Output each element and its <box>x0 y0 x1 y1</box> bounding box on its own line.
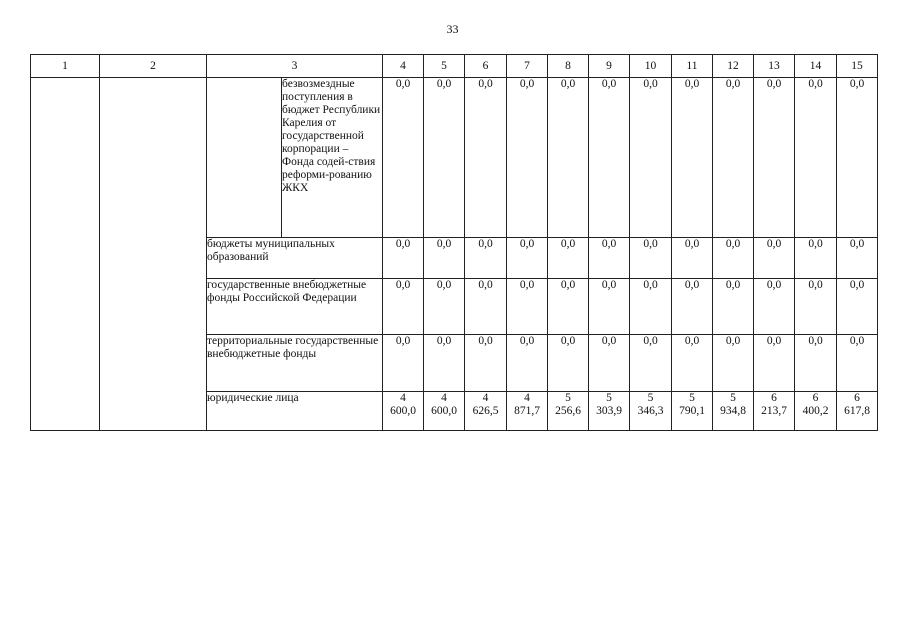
value-line: 400,2 <box>802 405 829 417</box>
value-line: 617,8 <box>844 405 870 417</box>
value-cell: 0,0 <box>713 238 754 279</box>
value-line: 256,6 <box>555 405 581 417</box>
column-2-cell <box>100 78 207 431</box>
value-cell <box>424 392 465 431</box>
column-header: 7 <box>507 55 548 78</box>
value-cell: 0,0 <box>837 279 878 335</box>
value-line: 871,7 <box>514 405 540 417</box>
value-line: 790,1 <box>679 405 705 417</box>
value-cell: 0,0 <box>465 279 507 335</box>
value-cell: 0,0 <box>383 335 424 392</box>
value-cell: 0,0 <box>713 279 754 335</box>
row-label: безвозмездные поступления в бюджет Республики Карелия от государственной корпорации – Фонда содей-ствия реформи-рованию ЖКХ <box>282 78 383 238</box>
value-cell: 0,0 <box>754 335 795 392</box>
value-line: 346,3 <box>637 405 664 417</box>
value-cell: 0,0 <box>383 279 424 335</box>
value-line: 5 <box>606 392 612 404</box>
value-cell: 0,0 <box>630 78 672 238</box>
value-cell: 0,0 <box>548 78 589 238</box>
value-cell: 0,0 <box>465 238 507 279</box>
value-cell <box>713 392 754 431</box>
table-header-row <box>31 55 878 78</box>
value-line: 6 <box>771 392 777 404</box>
column-header: 10 <box>630 55 672 78</box>
value-cell: 0,0 <box>424 279 465 335</box>
value-cell: 0,0 <box>424 238 465 279</box>
value-cell: 0,0 <box>465 335 507 392</box>
value-line: 5 <box>730 392 736 404</box>
value-cell: 0,0 <box>630 335 672 392</box>
row-label: бюджеты муниципальных образований <box>207 238 383 279</box>
value-cell: 0,0 <box>589 238 630 279</box>
column-header: 12 <box>713 55 754 78</box>
column-header: 6 <box>465 55 507 78</box>
column-header: 5 <box>424 55 465 78</box>
value-cell: 0,0 <box>465 78 507 238</box>
value-cell: 0,0 <box>424 335 465 392</box>
value-cell <box>795 392 837 431</box>
value-line: 5 <box>647 392 654 404</box>
value-line: 4 <box>400 392 406 404</box>
value-cell: 0,0 <box>548 335 589 392</box>
value-cell: 0,0 <box>548 238 589 279</box>
value-cell: 0,0 <box>713 335 754 392</box>
value-line: 6 <box>854 392 860 404</box>
value-line: 303,9 <box>596 405 622 417</box>
value-cell <box>507 392 548 431</box>
value-cell: 0,0 <box>630 279 672 335</box>
value-cell <box>837 392 878 431</box>
value-cell: 0,0 <box>589 279 630 335</box>
indent-cell <box>207 78 282 238</box>
value-cell <box>548 392 589 431</box>
value-cell: 0,0 <box>837 238 878 279</box>
value-cell: 0,0 <box>754 78 795 238</box>
value-line: 600,0 <box>390 405 416 417</box>
value-cell: 0,0 <box>507 238 548 279</box>
value-cell: 0,0 <box>837 335 878 392</box>
value-cell <box>630 392 672 431</box>
column-header: 2 <box>100 55 207 78</box>
value-line: 213,7 <box>761 405 787 417</box>
value-cell: 0,0 <box>507 335 548 392</box>
value-cell: 0,0 <box>589 78 630 238</box>
column-header: 8 <box>548 55 589 78</box>
value-cell: 0,0 <box>795 335 837 392</box>
column-header: 1 <box>31 55 100 78</box>
value-line: 626,5 <box>472 405 499 417</box>
value-cell: 0,0 <box>837 78 878 238</box>
value-cell: 0,0 <box>795 238 837 279</box>
value-cell <box>465 392 507 431</box>
value-cell <box>672 392 713 431</box>
value-cell: 0,0 <box>672 279 713 335</box>
column-header: 13 <box>754 55 795 78</box>
value-cell: 0,0 <box>424 78 465 238</box>
row-label: юридические лица <box>207 392 383 431</box>
value-line: 6 <box>812 392 819 404</box>
value-line: 5 <box>689 392 695 404</box>
page-number: 33 <box>446 22 459 36</box>
value-line: 934,8 <box>720 405 746 417</box>
column-header: 14 <box>795 55 837 78</box>
value-cell: 0,0 <box>754 238 795 279</box>
value-cell <box>589 392 630 431</box>
value-cell <box>383 392 424 431</box>
value-line: 4 <box>441 392 447 404</box>
value-cell: 0,0 <box>589 335 630 392</box>
value-line: 4 <box>524 392 530 404</box>
value-line: 600,0 <box>431 405 457 417</box>
value-cell: 0,0 <box>383 238 424 279</box>
value-cell: 0,0 <box>795 78 837 238</box>
value-cell: 0,0 <box>672 335 713 392</box>
value-cell: 0,0 <box>672 78 713 238</box>
column-header: 11 <box>672 55 713 78</box>
column-header: 3 <box>207 55 383 78</box>
budget-table <box>30 54 878 431</box>
value-cell: 0,0 <box>630 238 672 279</box>
value-line: 4 <box>482 392 489 404</box>
value-cell: 0,0 <box>795 279 837 335</box>
value-cell: 0,0 <box>507 78 548 238</box>
value-cell: 0,0 <box>754 279 795 335</box>
column-1-cell <box>31 78 100 431</box>
value-cell <box>754 392 795 431</box>
value-cell: 0,0 <box>507 279 548 335</box>
value-cell: 0,0 <box>383 78 424 238</box>
value-cell: 0,0 <box>672 238 713 279</box>
column-header: 15 <box>837 55 878 78</box>
row-label: государственные внебюджетные фонды Российской Федерации <box>207 279 383 335</box>
table-row <box>31 78 878 238</box>
value-cell: 0,0 <box>713 78 754 238</box>
value-line: 5 <box>565 392 571 404</box>
column-header: 9 <box>589 55 630 78</box>
row-label: территориальные государственные внебюджетные фонды <box>207 335 383 392</box>
value-cell: 0,0 <box>548 279 589 335</box>
column-header: 4 <box>383 55 424 78</box>
